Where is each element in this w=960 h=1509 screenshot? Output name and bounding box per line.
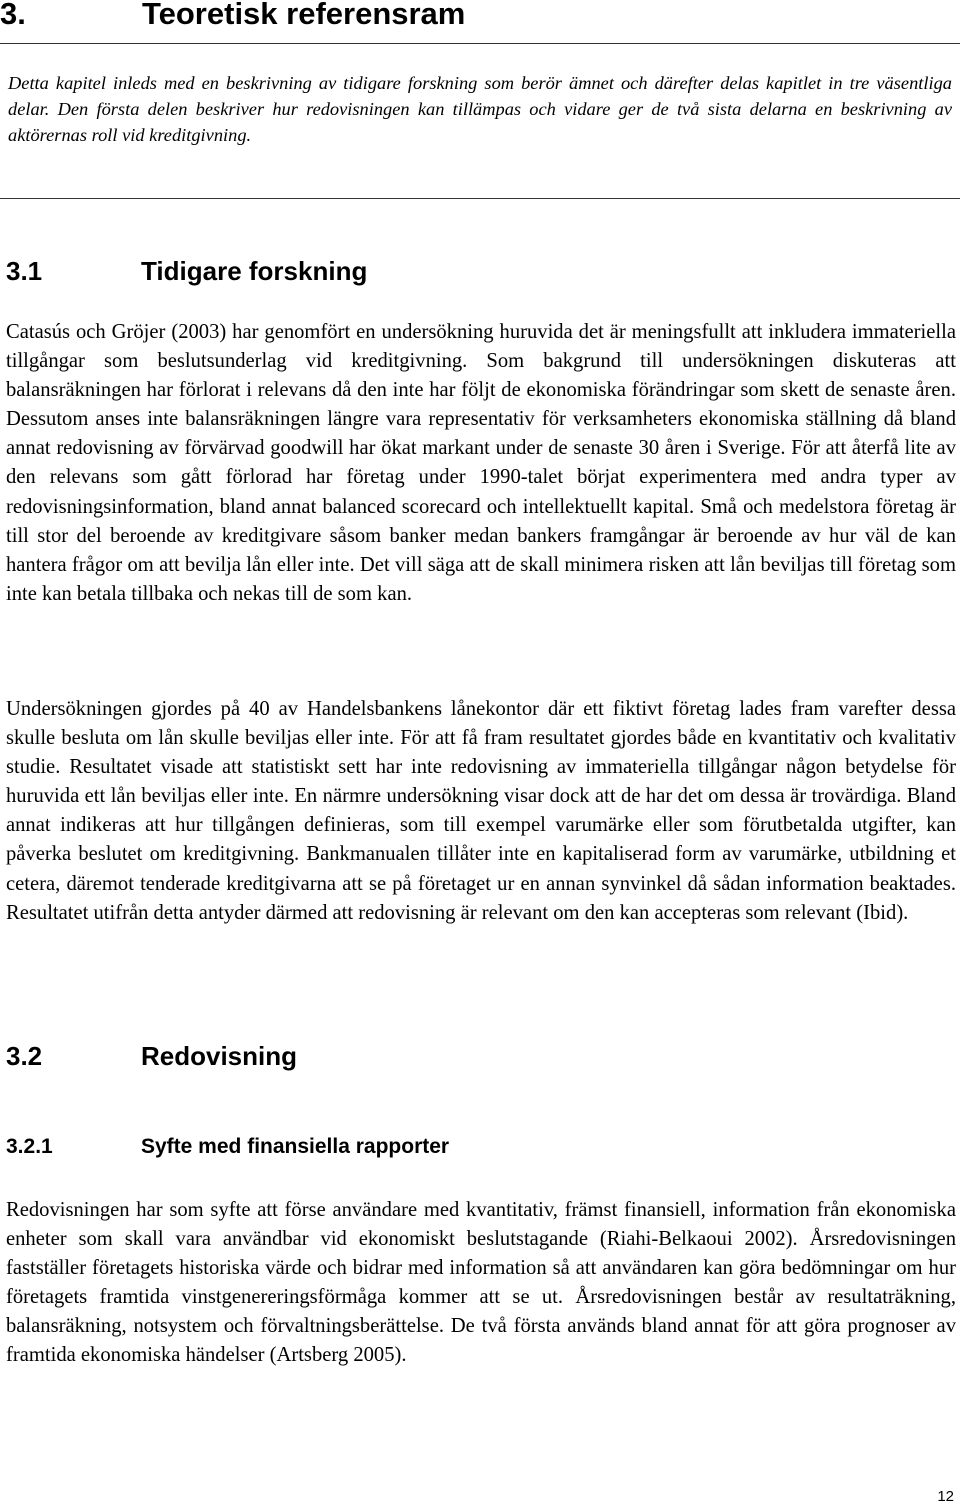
section-3-1-paragraph-2: Undersökningen gjordes på 40 av Handelsbankens lånekontor där ett fiktivt företag lades fram varefter dessa skulle besluta om lån skulle beviljas eller inte. För att få fram resultatet gjordes både en kvantitativ och kvalitativ studie. Resultatet visade att statistiskt sett har inte redovisning av immateriella tillgångar någon betydelse för huruvida ett lån beviljas eller inte. En närmre undersökning visar dock att de har det om dessa är trovärdiga. Bland annat indikeras att hur tillgången definieras, som till exempel varumärke eller som förutbetalda utgifter, kan påverka beslutet om kreditgivning. Bankmanualen tillåter inte en kapitaliserad form av varumärke, utbildning et cetera, däremot tenderade kreditgivarna att se på företaget ur en annan synvinkel då sådan information beaktades. Resultatet utifrån detta antyder därmed att redovisning är relevant om den kan accepteras som relevant (Ibid).	[6, 698, 956, 924]
section-3-2-title: Redovisning	[141, 1041, 298, 1071]
section-3-1-title: Tidigare forskning	[141, 256, 368, 286]
section-3-2-1-paragraph: Redovisningen har som syfte att förse användare med kvantitativ, främst finansiell, information från ekonomiska enheter som skall vara användbar vid ekonomiskt beslutstagande (Riahi-Belkaoui 2002). Årsredovisningen fastställer företagets historiska värde och bidrar med information så att användaren kan göra bedömningar om hur företagets framtida vinstgenereringsförmåga kommer att se ut. Årsredovisningen består av resultaträkning, balansräkning, notsystem och förvaltningsberättelse. De två första används bland annat för att göra prognoser av framtida ekonomiska händelser (Artsberg 2005).	[6, 1199, 956, 1367]
section-3-2-heading	[6, 1039, 297, 1073]
chapter-number: 3.	[0, 0, 26, 31]
section-3-2-1-title: Syfte med finansiella rapporter	[141, 1135, 450, 1158]
section-3-1-number: 3.1	[6, 256, 43, 286]
chapter-top-rule	[0, 43, 960, 44]
chapter-intro: Detta kapitel inleds med en beskrivning av tidigare forskning som berör ämnet och därefter delas kapitlet in tre väsentliga delar. Den första delen beskriver hur redovisningen kan tillämpas och vidare ger de två sista delarna en beskrivning av aktörernas roll vid kreditgivning.	[8, 73, 952, 145]
section-3-1-heading	[6, 254, 367, 288]
chapter-title: Teoretisk referensram	[142, 0, 466, 31]
page-number: 12	[937, 1488, 954, 1505]
section-3-2-1-number: 3.2.1	[6, 1135, 53, 1158]
chapter-heading	[0, 0, 465, 36]
chapter-bottom-rule	[0, 198, 960, 199]
section-3-2-1-heading	[6, 1133, 449, 1161]
section-3-2-number: 3.2	[6, 1041, 43, 1071]
section-3-1-paragraph-1: Catasús och Gröjer (2003) har genomfört en undersökning huruvida det är meningsfullt att inkludera immateriella tillgångar som beslutsunderlag vid kreditgivning. Som bakgrund till undersökningen diskuteras att balansräkningen har förlorat i relevans då den inte har följt de ekonomiska förändringar som skett de senaste åren. Dessutom anses inte balansräkningen längre vara representativ för verksamheters ekonomiska ställning då bland annat redovisning av förvärvad goodwill har ökat markant under de senaste 30 åren i Sverige. För att återfå lite av den relevans som gått förlorad har företag under 1990-talet börjat experimentera med andra typer av redovisningsinformation, bland annat balanced scorecard och intellektuellt kapital. Små och medelstora företag är till stor del beroende av kreditgivare såsom banker medan bankers framgångar är beroende av hur väl de kan hantera frågor om att bevilja lån eller inte. Det vill säga att de skall minimera risken att lån beviljas till företag som inte kan betala tillbaka och nekas till de som kan.	[6, 321, 956, 605]
